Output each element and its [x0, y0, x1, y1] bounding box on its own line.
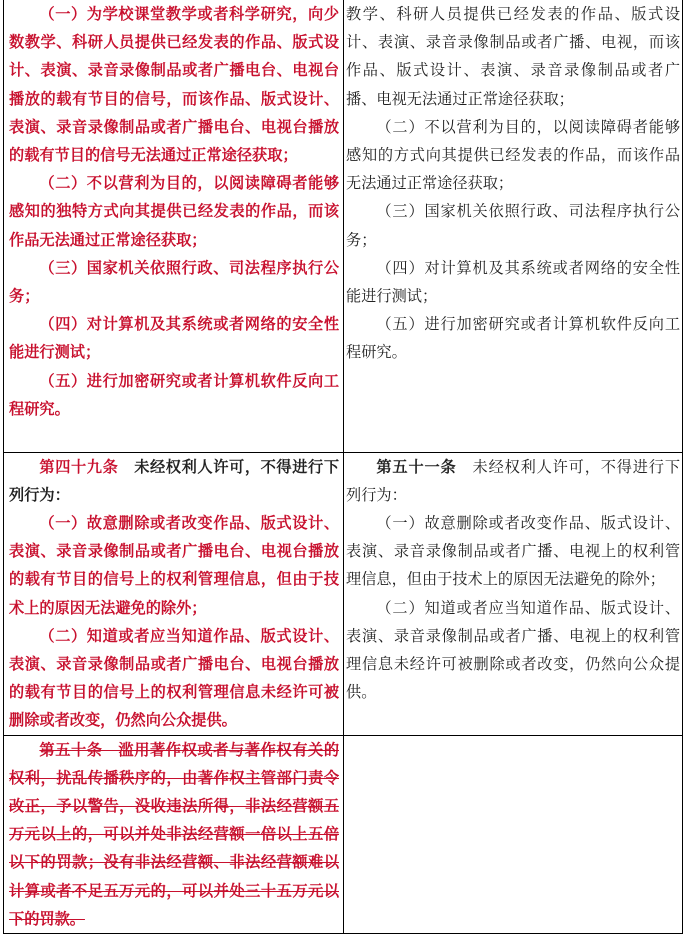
right-paragraph: （五）进行加密研究或者计算机软件反向工程研究。 [346, 315, 680, 362]
right-cell-empty [344, 735, 683, 933]
deleted-article: 第五十条 滥用著作权或者与著作权有关的权利，扰乱传播秩序的，由著作权主管部门责令改正，予以警告，没收违法所得，非法经营额五万元以上的，可以并处非法经营额一倍以上五倍以下的罚款；没有非法经营额、非法经营额难以计算或者不足五万元的，可以并处三十五万元以下的罚款。 [9, 740, 339, 928]
left-cell [4, 735, 344, 933]
right-paragraph: （四）对计算机及其系统或者网络的安全性能进行测试； [346, 258, 680, 306]
right-paragraph-continued: 教学、科研人员提供已经发表的作品、版式设计、表演、录音录像制品或者广播、电视，而该作品、版式设计、表演、录音录像制品或者广播、电视无法通过正常途径获取； [346, 5, 680, 108]
article-number: 第四十九条 [39, 457, 119, 476]
right-paragraph: （二）知道或者应当知道作品、版式设计、表演、录音录像制品或者广播、电视上的权利管理信息未经许可被删除或者改变，仍然向公众提供。 [346, 598, 680, 702]
article-intro: 未经权利人许可，不得进行下列行为： [9, 457, 340, 504]
right-paragraph: （二）不以营利为目的，以阅读障碍者能够感知的方式向其提供已经发表的作品，而该作品无法通过正常途径获取； [346, 117, 680, 193]
left-paragraph: （四）对计算机及其系统或者网络的安全性能进行测试； [9, 315, 339, 362]
left-paragraph: （一）故意删除或者改变作品、版式设计、表演、录音录像制品或者广播电台、电视台播放的载有节目的信号上的权利管理信息，但由于技术上的原因无法避免的除外； [9, 513, 339, 617]
article-number: 第五十一条 [376, 457, 457, 476]
table-row [4, 0, 683, 452]
right-paragraph: （一）故意删除或者改变作品、版式设计、表演、录音录像制品或者广播、电视上的权利管理信息，但由于技术上的原因无法避免的除外； [346, 513, 680, 589]
left-cell [4, 0, 344, 452]
left-paragraph: （一）为学校课堂教学或者科学研究，向少数教学、科研人员提供已经发表的作品、版式设计、表演、录音录像制品或者广播电台、电视台播放的载有节目的信号，而该作品、版式设计、表演、录音录像制品或者广播电台、电视台播放的载有节目的信号无法通过正常途径获取； [9, 5, 339, 165]
right-cell [344, 0, 683, 452]
comparison-table [3, 0, 683, 934]
left-article-heading [4, 453, 343, 509]
right-cell [344, 452, 683, 735]
left-paragraph: （二）知道或者应当知道作品、版式设计、表演、录音录像制品或者广播电台、电视台播放的载有节目的信号上的权利管理信息未经许可被删除或者改变，仍然向公众提供。 [9, 626, 339, 730]
left-paragraph: （三）国家机关依照行政、司法程序执行公务； [9, 258, 339, 306]
table-row [4, 735, 683, 933]
right-paragraph: （三）国家机关依照行政、司法程序执行公务； [346, 202, 680, 249]
article-intro: 未经权利人许可，不得进行下列行为： [346, 457, 681, 504]
left-paragraph: （二）不以营利为目的，以阅读障碍者能够感知的独特方式向其提供已经发表的作品，而该作品无法通过正常途径获取； [9, 174, 339, 249]
left-paragraph: （五）进行加密研究或者计算机软件反向工程研究。 [9, 371, 339, 418]
left-cell [4, 452, 344, 735]
right-article-heading [344, 453, 682, 509]
table-row [4, 452, 683, 735]
